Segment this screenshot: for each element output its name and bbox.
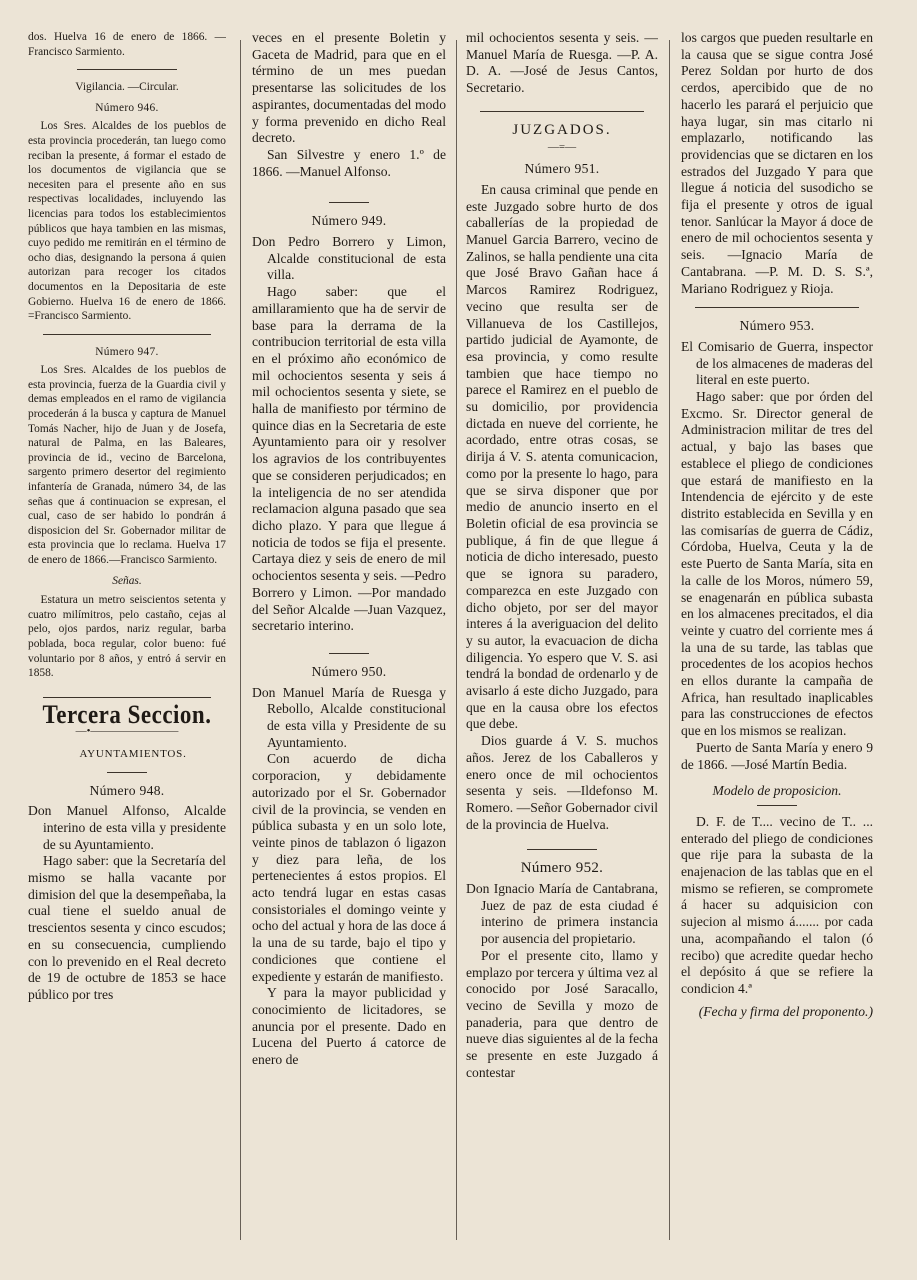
signature: San Silvestre y enero 1.º de 1866. —Manuel Alfonso. — [252, 146, 446, 179]
section-heading: AYUNTAMIENTOS. — [79, 747, 187, 760]
notice-number: Número 951. — [524, 161, 600, 177]
column-divider — [240, 40, 241, 1240]
notice-number: Número 946. — [95, 101, 159, 114]
notice-body: Hago saber: que el amillaramiento que ha de servir de base para la derrama de la contribucion territorial de esta villa en el próximo año económico de mil ochocientos sesenta y seis á mil ochocientos sesenta y siete, se halla de manifiesto por término de quince dias en la Secretaria de este Ayuntamiento para oir y resolver los agravios de los contribuyentes que se consideren perjudicados; en la inteligencia de no ser atendida reclamacion alguna pasado que sea dicho plazo. Y para que llegue á noticia de todos se fija el presente. Cartaya diez y seis de enero de mil ochocientos sesenta y seis. —Pedro Borrero y Limon. —Por mandado del Señor Alcalde —Juan Vazquez, secretario interino. — [252, 284, 446, 634]
notice-number: Número 950. — [311, 663, 387, 679]
ornament: —=— — [547, 140, 577, 153]
notice-body: Por el presente cito, llamo y emplazo por tercera y última vez al conocido por José Saracallo, vecino de Sevilla y mozo de panaderia, para que dentro de nueve dias siguientes al de la fecha se presente en este Juzgado á contestar — [466, 947, 658, 1080]
notice-body: los cargos que pueden resultarle en la causa que se sigue contra José Perez Soldan por hurto de dos cerdos, apercibido que de no hacerlo les parará el perjuicio que haya lugar, sin mas citarlo ni emplazarlo, notificando las providencias que se dictaren en los estrados del Juzgado Y para que llegue á noticia del susodicho se fija el presente y otros de igual tenor. Sanlúcar la Mayor á doce de enero de mil ochocientos sesenta y seis. —Ignacio María de Cantabrana. —P. M. D. S. S.ª, Mariano Rodriguez y Rioja. — [681, 30, 873, 296]
notice-body: Puerto de Santa María y enero 9 de 1866. —José Martín Bedia. — [681, 739, 873, 772]
text-block: dos. Huelva 16 de enero de 1866. —Francisco Sarmiento. — [28, 31, 226, 58]
notice-body: D. F. de T.... vecino de T.. ... enterado del pliego de condiciones que rije para la subasta de la enajenacion de las tablas que en el mismo se refieren, se compromete á hacer su adquisicion con sujecion al mismo á....... por cada una, acompañando el talon (ó recibo) que acredite quedar hecho el depósito á que se refiere la condicion 4.ª — [681, 813, 873, 996]
notice-body: Los Sres. Alcaldes de los pueblos de esta provincia, fuerza de la Guardia civil y demas empleados en el ramo de vigilancia procederán á la busca y captura de Manuel Tomás Nacher, hijo de Juan y de Josefa, natural de Palma, en las Baleares, provincia de id., vecino de Barcelona, sargento primero desertor del regimiento infantería de Granada, número 34, de las señas que á continuacion se expresan, el cual, caso de ser habido lo pondrán á disposicion del Sr. Gobernador militar de esta provincia que lo reclama. Huelva 17 de enero de 1866.—Francisco Sarmiento. — [28, 364, 226, 566]
column-3 — [466, 30, 658, 1270]
section-divider — [695, 307, 858, 308]
notice-body: mil ochocientos sesenta y seis. —Manuel María de Ruesga. —P. A. D. A. —José de Jesus Cantos, Secretario. — [466, 30, 658, 96]
notice-body: Hago saber: que la Secretaría del mismo se halla vacante por dimision del que la desempeñaba, la cual tiene el sueldo anual de trescientos sesenta y cinco escudos; en su consecuencia, cumpliendo con lo prevenido en el Real decreto de 19 de octubre de 1853 se hace público por tres — [28, 853, 226, 1002]
notice-body: En causa criminal que pende en este Juzgado sobre hurto de dos caballerías de la propiedad de Manuel Garcia Barrero, vecino de Zalinos, se halla pendiente una cita que José Bravo Gañan hace á Marcos Ramirez Rodriguez, vecino que resulta ser de Villanueva de los Castillejos, partido judicial de Ayamonte, de esa provincia, y como resulte tambien que hace tiempo no parece el Ramirez en el pueblo de su domicilio, por providencia dictada en nueve del corriente, he acordado, entre otras cosas, se dirija á V. S. atenta comunicacion, como por la presente lo hago, para que se sirva disponer que por medio de anuncio inserto en el Boletin oficial de esa provincia se publique, á fin de que llegue á noticia de dicho interesado, puesto que se ignora su paradero, comparezca en este Juzgado con dicho objeto, por ser del mayor interes á la averiguacion del delito y su autor, la evacuacion de dicha diligencia. Yo espero que V. S. asi tendrá la bondad de ordenarlo y de avisarlo á este dicho Juzgado, para que en la causa obre los efectos que debe. — [466, 181, 658, 732]
section-heading: Vigilancia. —Circular. — [75, 81, 179, 94]
section-divider — [329, 202, 369, 203]
notice-number: Número 953. — [739, 318, 815, 334]
notice-body: Dios guarde á V. S. muchos años. Jerez de los Caballeros y enero once de mil ochocientos sesenta y seis. —Ildefonso M. Romero. —Señor Gobernador civil de la provincia de Huelva. — [466, 733, 658, 832]
section-divider — [329, 653, 369, 654]
notice-header: Don Manuel María de Ruesga y Rebollo, Alcalde constitucional de esta villa y Presidente de su Ayuntamiento. — [252, 684, 446, 750]
notice-header: Don Pedro Borrero y Limon, Alcalde constitucional de esta villa. — [252, 234, 446, 283]
signature: (Fecha y firma del proponento.) — [698, 1003, 873, 1019]
column-1 — [28, 30, 226, 1270]
notice-number: Número 949. — [311, 213, 387, 229]
section-title: JUZGADOS. — [512, 121, 612, 138]
column-divider — [669, 40, 670, 1240]
section-divider — [43, 697, 211, 698]
notice-number: Número 952. — [520, 860, 604, 877]
section-divider — [480, 111, 643, 112]
section-divider — [43, 334, 211, 335]
notice-header: El Comisario de Guerra, inspector de los almacenes de maderas del literal en este puerto. — [681, 338, 873, 388]
notice-number: Número 947. — [95, 345, 159, 358]
column-divider — [456, 40, 457, 1240]
section-divider — [77, 69, 177, 70]
notice-body: veces en el presente Boletin y Gaceta de Madrid, para que en el término de un mes puedan presentarse las solicitudes de los aspirantes, documentadas del modo y forma prevenido en dicho Real decreto. — [252, 30, 446, 146]
section-title: Tercera Seccion. — [42, 699, 212, 729]
section-divider — [527, 849, 597, 850]
column-4 — [681, 30, 873, 1270]
notice-body: Y para la mayor publicidad y conocimiento de licitadores, se anuncia por el presente. Dado en Lucena del Puerto á catorce de enero de — [252, 985, 446, 1068]
ornament: —•———————— — [75, 725, 179, 738]
section-divider — [757, 805, 797, 806]
subheading: Modelo de proposicion. — [712, 783, 842, 799]
section-divider — [107, 772, 147, 773]
notice-body: Hago saber: que por órden del Excmo. Sr. Director general de Administracion militar de tres del actual, y bajo las bases que establece el pliego de condiciones que estará de manifiesto en la Intendencia de ejército y de este distrito establecida en Sevilla y en las comisarías de guerra de Cádiz, Córdoba, Huelva, Ceuta y la de este Puerto de Santa María, sita en la calle de los Moros, número 59, se enagenarán en pública subasta en los almacenes precitados, el dia veinte y cuatro del corriente mes á la una de su tarde, las tablas que procedentes de los acopios hechos en ellos durante la campaña de Africa, han resultado inaplicables para las construcciones de efectos que en los mismos se realizan. — [681, 389, 873, 739]
notice-body: Los Sres. Alcaldes de los pueblos de esta provincia procederán, tan luego como reciban la presente, á formar el estado de los documentos de vigilancia que se necesiten para el presente año en sus respectivas localidades, incluyendo las licencias para todos los establecimientos públicos que haya tambien en las mismas, cuyo pedido me remitirán en el término de ocho dias, designando la persona á quien autorizan para recoger los citados documentos en la Depositaria de este Gobierno. Huelva 16 de enero de 1866. =Francisco Sarmiento. — [28, 120, 226, 323]
subheading: Señas. — [112, 574, 142, 587]
column-2 — [252, 30, 446, 1270]
notice-body: Estatura un metro seiscientos setenta y cuatro milímitros, pelo castaño, cejas al pelo, ojos pardos, nariz regular, barba poblada, boca regular, color bueno: fué voluntario por 8 años, y entró á servir en 1858. — [28, 594, 226, 680]
notice-number: Número 948. — [89, 782, 165, 798]
notice-header: Don Ignacio María de Cantabrana, Juez de paz de esta ciudad é interino de primera instancia por ausencia del propietario. — [466, 881, 658, 947]
notice-header: Don Manuel Alfonso, Alcalde interino de esta villa y presidente de su Ayuntamiento. — [28, 803, 226, 852]
notice-body: Con acuerdo de dicha corporacion, y debidamente autorizado por el Sr. Gobernador civil de la provincia, se venden en pública subasta y en un solo lote, veinte pinos de tablazon ó ligazon y diez para leña, de los pertenecientes á estos propios. El acto tendrá lugar en estas casas consistoriales el domingo veinte y ocho del actual y hora de las doce á la una de su tarde, bajo el tipo y condiciones que contiene el expediente y estarán de manifiesto. — [252, 751, 446, 984]
